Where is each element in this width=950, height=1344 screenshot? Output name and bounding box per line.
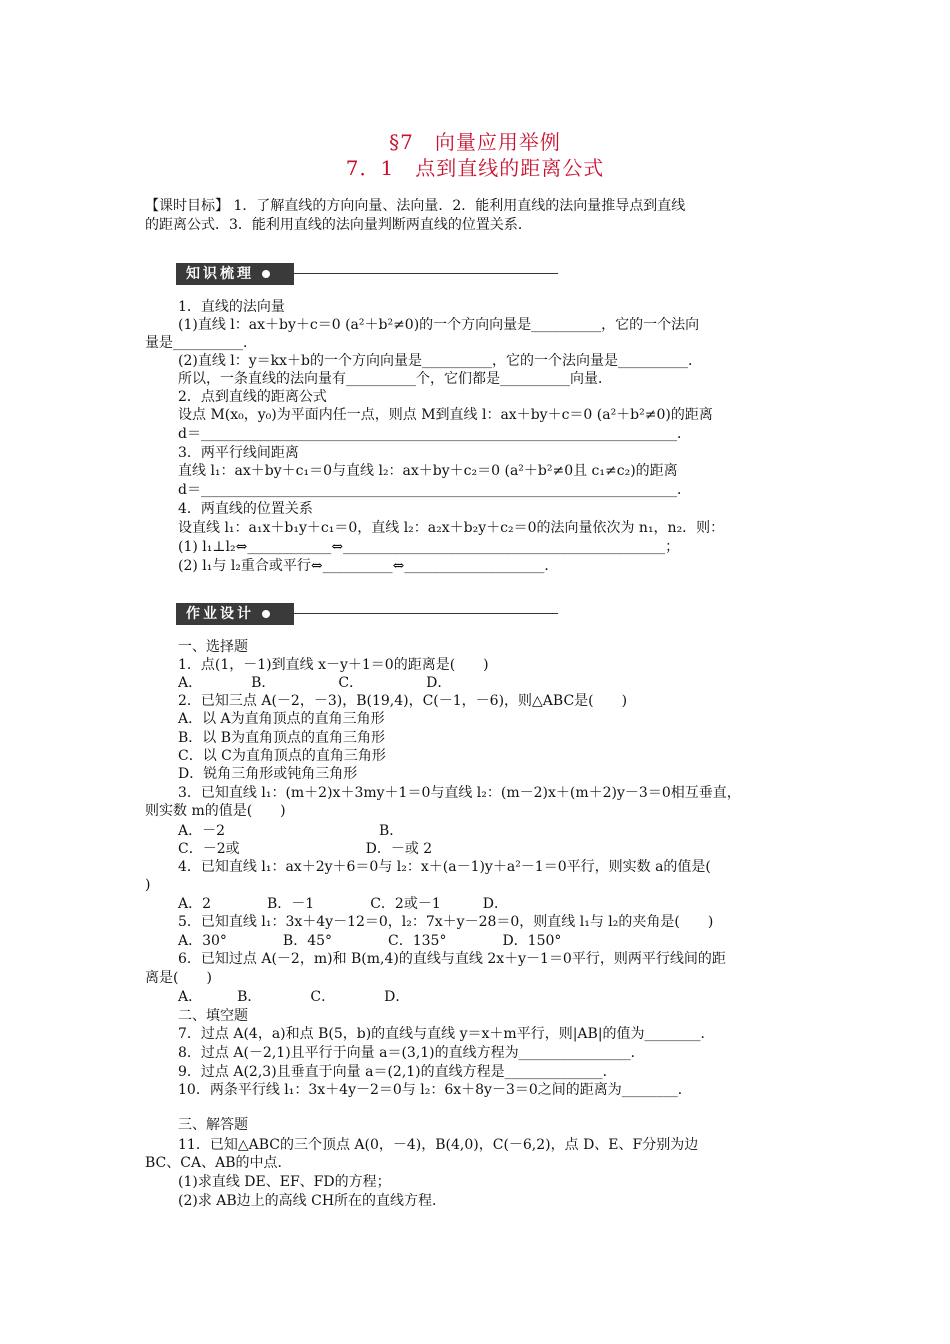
homework-line: 11．已知△ABC的三个顶点 A(0，－4)，B(4,0)，C(－6,2)，点 D、E、F分别为边 [178,1137,699,1153]
knowledge-banner-label: 知识梳理 [186,266,254,282]
homework-line: 2．已知三点 A(－2，－3)，B(19,4)，C(－1，－6)，则△ABC是( ) [178,693,628,709]
knowledge-line: 3．两平行线间距离 [178,445,299,461]
homework-line: 3．已知直线 l₁：(m＋2)x＋3my＋1＝0与直线 l₂：(m－2)x＋(m＋2)y－3＝0相互垂直， [178,785,741,801]
homework-line: A． B． C． D． [178,675,452,691]
homework-line: 二、填空题 [178,1008,248,1024]
section-title: §7 向量应用举例 [389,130,561,154]
homework-line: 三、解答题 [178,1117,248,1133]
homework-line: 8．过点 A(－2,1)且平行于向量 a＝(3,1)的直线方程为________________． [178,1045,645,1061]
homework-line: C．以 C为直角顶点的直角三角形 [178,748,386,764]
knowledge-line: 设点 M(x₀，y₀)为平面内任一点，则点 M到直线 l：ax＋by＋c＝0 (a²＋b²≠0)的距离 [178,407,713,423]
homework-line: C．－2或 D．－或 2 [178,841,433,857]
homework-line: B．以 B为直角顶点的直角三角形 [178,730,386,746]
homework-line: BC、CA、AB的中点． [145,1155,292,1171]
knowledge-line: (1) l₁⊥l₂⇔____________⇔______________________________________________； [178,539,680,555]
homework-line: D．锐角三角形或钝角三角形 [178,766,358,782]
homework-line: 则实数 m的值是( ) [145,803,286,819]
homework-line: A．2 B．－1 C．2或－1 D． [178,896,508,912]
knowledge-line: (1)直线 l：ax＋by＋c＝0 (a²＋b²≠0)的一个方向向量是__________，它的一个法向 [178,317,700,333]
homework-line: (2)求 AB边上的高线 CH所在的直线方程． [178,1193,447,1209]
homework-line: A．以 A为直角顶点的直角三角形 [178,711,385,727]
knowledge-banner [176,263,294,285]
homework-banner-label: 作业设计 [186,606,254,622]
homework-line: 10．两条平行线 l₁：3x＋4y－2＝0与 l₂：6x＋8y－3＝0之间的距离为________． [178,1082,692,1098]
knowledge-line: (2)直线 l：y＝kx＋b的一个方向向量是__________，它的一个法向量是__________． [178,353,703,369]
knowledge-line: 所以，一条直线的法向量有__________个，它们都是__________向量． [178,371,612,387]
subsection-title: 7．1 点到直线的距离公式 [345,156,605,180]
objectives-line-1: 【课时目标】 1．了解直线的方向向量、法向量．2．能利用直线的法向量推导点到直线 [145,198,686,214]
homework-banner-rule [294,613,558,614]
knowledge-line: d＝____________________________________________________________________． [178,482,691,498]
knowledge-line: 2．点到直线的距离公式 [178,389,327,405]
knowledge-line: (2) l₁与 l₂重合或平行⇔__________⇔____________________． [178,558,559,574]
knowledge-line: 量是__________． [145,335,257,351]
knowledge-line: 设直线 l₁：a₁x＋b₁y＋c₁＝0，直线 l₂：a₂x＋b₂y＋c₂＝0的法向量依次为 n₁，n₂．则： [178,520,725,536]
homework-line: 7．过点 A(4，a)和点 B(5，b)的直线与直线 y＝x＋m平行，则|AB|的值为________． [178,1026,715,1042]
knowledge-line: 直线 l₁：ax＋by＋c₁＝0与直线 l₂：ax＋by＋c₂＝0 (a²＋b²≠0且 c₁≠c₂)的距离 [178,463,678,479]
homework-line: A．－2 B． [178,823,404,839]
homework-line: A． B． C． D． [178,989,410,1005]
homework-line: 4．已知直线 l₁：ax＋2y＋6＝0与 l₂：x＋(a－1)y＋a²－1＝0平行，则实数 a的值是( [178,859,711,875]
homework-banner [176,603,294,625]
homework-line: 一、选择题 [178,639,248,655]
homework-line: 9．过点 A(2,3)且垂直于向量 a＝(2,1)的直线方程是______________． [178,1064,617,1080]
homework-line: A．30° B．45° C．135° D．150° [178,933,562,949]
bullet-dot-icon [262,610,270,618]
homework-line: 6．已知过点 A(－2，m)和 B(m,4)的直线与直线 2x＋y－1＝0平行，则两平行线间的距 [178,951,726,967]
bullet-dot-icon [262,270,270,278]
knowledge-line: d＝____________________________________________________________________． [178,426,691,442]
homework-line: (1)求直线 DE、EF、FD的方程； [178,1174,391,1190]
homework-line: 1．点(1，－1)到直线 x－y＋1＝0的距离是( ) [178,657,489,673]
homework-line: 离是( ) [145,970,212,986]
homework-line: ) [145,877,151,893]
homework-line: 5．已知直线 l₁：3x＋4y－12＝0，l₂：7x＋y－28＝0，则直线 l₁与 l₂的夹角是( ) [178,914,714,930]
knowledge-line: 4．两直线的位置关系 [178,501,313,517]
knowledge-line: 1．直线的法向量 [178,299,285,315]
knowledge-banner-rule [294,273,558,274]
objectives-line-2: 的距离公式．3．能利用直线的法向量判断两直线的位置关系． [145,217,532,233]
